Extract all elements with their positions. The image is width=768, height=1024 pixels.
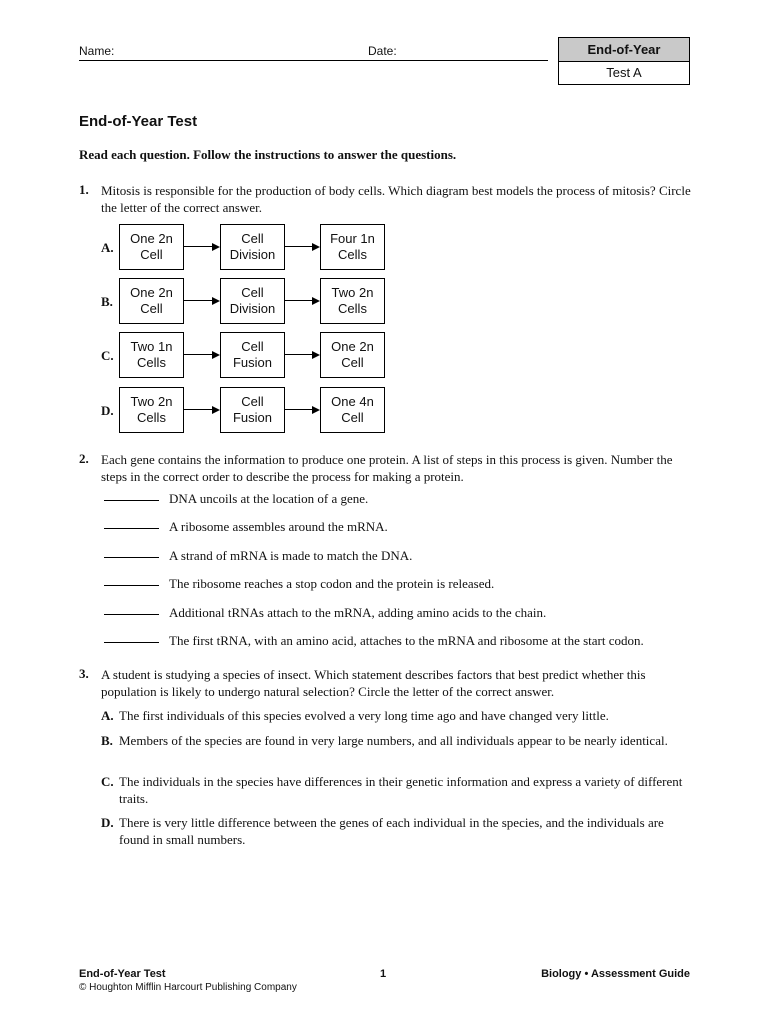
box-line: Cell xyxy=(341,410,364,425)
option-letter[interactable]: D. xyxy=(101,815,114,830)
answer-blank[interactable] xyxy=(104,557,159,558)
option-letter[interactable]: C. xyxy=(101,774,114,789)
q1-option-b-letter[interactable]: B. xyxy=(101,294,113,309)
q2-step xyxy=(104,633,644,649)
box-line: Two 2n xyxy=(130,394,173,409)
step-text: DNA uncoils at the location of a gene. xyxy=(169,491,369,506)
step-text: The first tRNA, with an amino acid, attaches to the mRNA and ribosome at the start codon. xyxy=(169,633,644,648)
arrow-icon xyxy=(184,406,220,414)
diagram-box xyxy=(320,387,385,433)
date-label: Date: xyxy=(368,44,397,58)
box-line: Two 1n xyxy=(130,339,173,354)
box-line: Cell xyxy=(241,231,264,246)
q3-text: A student is studying a species of insect. Which statement describes factors that best predict whether this population is likely to undergo natural selection? Circle the letter of the correct answer. xyxy=(101,667,646,699)
arrow-icon xyxy=(285,406,320,414)
q3-option-b[interactable] xyxy=(101,732,691,749)
arrow-icon xyxy=(285,297,320,305)
q3-option-d[interactable] xyxy=(101,814,691,848)
option-text: There is very little difference between the genes of each individual in the species, and the individuals are found in small numbers. xyxy=(119,815,664,847)
name-label: Name: xyxy=(79,44,115,58)
name-date-line[interactable] xyxy=(79,60,548,61)
diagram-box xyxy=(119,332,184,378)
q1-number: 1. xyxy=(79,182,89,197)
arrow-icon xyxy=(184,243,220,251)
box-line: Cell xyxy=(241,394,264,409)
box-line: Cell xyxy=(341,355,364,370)
box-line: Cell xyxy=(241,339,264,354)
q2-step xyxy=(104,605,546,621)
box-line: Fusion xyxy=(232,410,273,425)
diagram-box xyxy=(220,332,285,378)
arrow-icon xyxy=(285,351,320,359)
box-line: One 2n xyxy=(130,285,173,300)
diagram-box xyxy=(220,278,285,324)
box-line: One 2n xyxy=(130,231,173,246)
q1-option-a-letter[interactable]: A. xyxy=(101,240,114,255)
q3-option-a[interactable] xyxy=(101,707,691,724)
box-line: Cell xyxy=(241,285,264,300)
answer-blank[interactable] xyxy=(104,500,159,501)
box-line: Cells xyxy=(137,355,166,370)
step-text: Additional tRNAs attach to the mRNA, adding amino acids to the chain. xyxy=(169,605,547,620)
q2-step xyxy=(104,576,494,592)
diagram-box xyxy=(119,278,184,324)
footer-test-name: End-of-Year Test xyxy=(79,968,166,980)
footer-copyright: © Houghton Mifflin Harcourt Publishing Company xyxy=(79,982,297,993)
box-line: Division xyxy=(229,301,276,316)
option-letter[interactable]: B. xyxy=(101,733,113,748)
test-badge xyxy=(558,37,690,85)
box-line: Cells xyxy=(137,410,166,425)
option-letter[interactable]: A. xyxy=(101,708,114,723)
instructions: Read each question. Follow the instructions to answer the questions. xyxy=(79,147,457,162)
q1-option-c-letter[interactable]: C. xyxy=(101,348,114,363)
q2-step xyxy=(104,548,412,564)
box-line: Cells xyxy=(338,247,367,262)
step-text: The ribosome reaches a stop codon and the protein is released. xyxy=(169,576,495,591)
box-line: Cell xyxy=(140,301,163,316)
answer-blank[interactable] xyxy=(104,585,159,586)
page-number: 1 xyxy=(380,968,387,980)
option-text: The first individuals of this species evolved a very long time ago and have changed very little. xyxy=(119,708,609,723)
diagram-box xyxy=(119,387,184,433)
q1-option-d-letter[interactable]: D. xyxy=(101,403,114,418)
option-text: Members of the species are found in very large numbers, and all individuals appear to be nearly identical. xyxy=(119,733,668,748)
footer-book-title: Biology • Assessment Guide xyxy=(541,968,690,980)
diagram-box xyxy=(119,224,184,270)
diagram-box xyxy=(320,332,385,378)
box-line: Fusion xyxy=(232,355,273,370)
diagram-box xyxy=(320,278,385,324)
box-line: Cells xyxy=(338,301,367,316)
box-line: Cell xyxy=(140,247,163,262)
q2-step xyxy=(104,519,388,535)
arrow-icon xyxy=(184,297,220,305)
step-text: A strand of mRNA is made to match the DNA. xyxy=(169,548,413,563)
badge-title: End-of-Year xyxy=(559,38,689,62)
arrow-icon xyxy=(285,243,320,251)
box-line: Two 2n xyxy=(331,285,374,300)
page-title: End-of-Year Test xyxy=(79,113,198,130)
diagram-box xyxy=(220,224,285,270)
q2-number: 2. xyxy=(79,451,89,466)
box-line: One 2n xyxy=(331,339,374,354)
arrow-icon xyxy=(184,351,220,359)
option-text: The individuals in the species have differences in their genetic information and express a variety of different traits. xyxy=(119,774,683,806)
diagram-box xyxy=(220,387,285,433)
answer-blank[interactable] xyxy=(104,614,159,615)
box-line: Four 1n xyxy=(330,231,375,246)
q1-text: Mitosis is responsible for the production of body cells. Which diagram best models the process of mitosis? Circle the letter of the correct answer. xyxy=(101,183,691,215)
step-text: A ribosome assembles around the mRNA. xyxy=(169,519,388,534)
q3-option-c[interactable] xyxy=(101,773,691,807)
answer-blank[interactable] xyxy=(104,528,159,529)
q2-step xyxy=(104,491,368,507)
box-line: Division xyxy=(229,247,276,262)
answer-blank[interactable] xyxy=(104,642,159,643)
badge-subtitle: Test A xyxy=(606,65,642,80)
q2-text: Each gene contains the information to produce one protein. A list of steps in this process is given. Number the steps in the correct order to describe the process for making a protein. xyxy=(101,452,673,484)
q3-number: 3. xyxy=(79,666,89,681)
diagram-box xyxy=(320,224,385,270)
box-line: One 4n xyxy=(331,394,374,409)
